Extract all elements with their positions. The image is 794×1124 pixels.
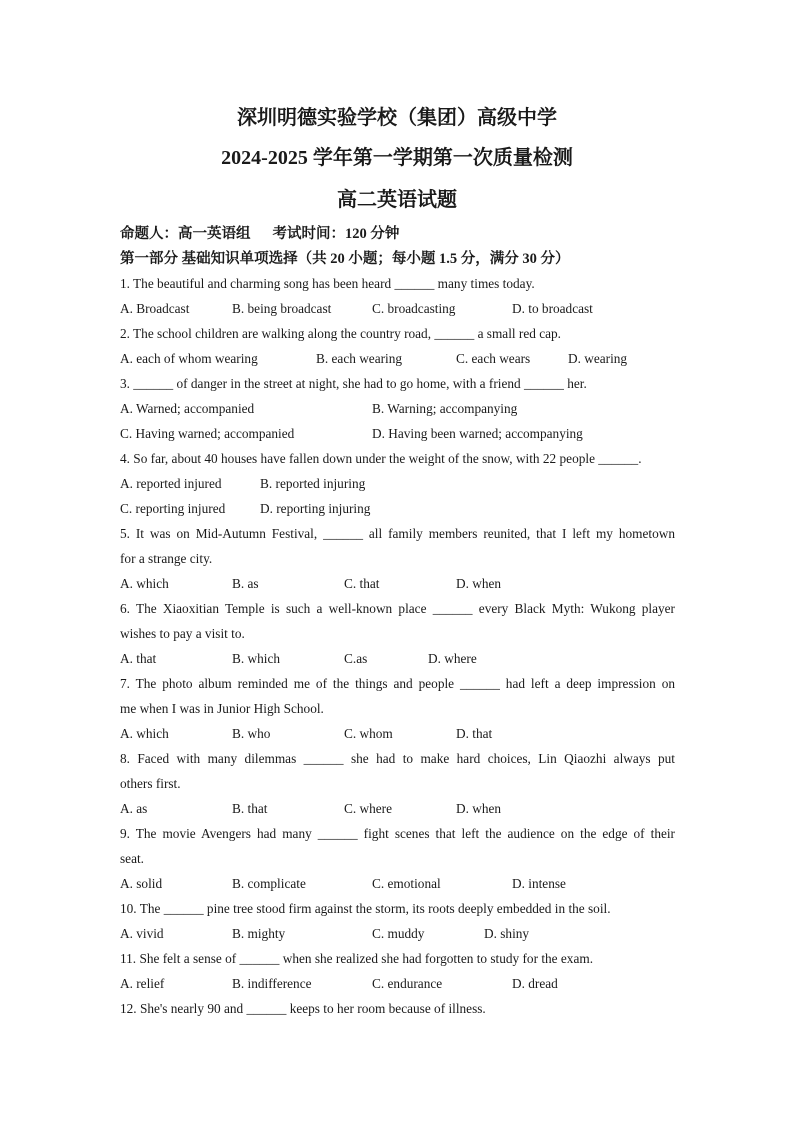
answer-option: C. Having warned; accompanied — [120, 426, 295, 441]
question-stem-continued: wishes to pay a visit to. — [120, 626, 245, 641]
answer-option: C. where — [344, 801, 392, 816]
school-title: 深圳明德实验学校（集团）高级中学 — [237, 107, 557, 129]
answer-option: B. each wearing — [316, 351, 403, 366]
answer-option: A. which — [120, 576, 169, 591]
answer-option: C.as — [344, 651, 368, 666]
question-stem-continued: seat. — [120, 851, 144, 866]
answer-option: B. Warning; accompanying — [372, 401, 518, 416]
answer-option: D. dread — [512, 976, 558, 991]
answer-option: A. each of whom wearing — [120, 351, 258, 366]
answer-option: B. being broadcast — [232, 301, 332, 316]
answer-option: C. muddy — [372, 926, 425, 941]
answer-option: B. complicate — [232, 876, 306, 891]
answer-option: A. as — [120, 801, 148, 816]
answer-option: B. indifference — [232, 976, 312, 991]
question-stem: 12. She's nearly 90 and ______ keeps to her room because of illness. — [120, 1001, 486, 1016]
answer-option: D. reporting injuring — [260, 501, 371, 516]
question-stem: 8. Faced with many dilemmas ______ she had to make hard choices, Lin Qiaozhi always put — [120, 751, 675, 766]
question-stem: 2. The school children are walking along the country road, ______ a small red cap. — [120, 326, 562, 341]
answer-option: D. Having been warned; accompanying — [372, 426, 583, 441]
answer-option: A. Broadcast — [120, 301, 190, 316]
question-stem: 7. The photo album reminded me of the things and people ______ had left a deep impression on — [120, 676, 675, 691]
subject-title: 高二英语试题 — [337, 189, 457, 211]
time-label: 考试时间：120 分钟 — [272, 226, 400, 242]
answer-option: D. to broadcast — [512, 301, 593, 316]
answer-option: A. solid — [120, 876, 163, 891]
answer-option: D. that — [456, 726, 493, 741]
answer-option: C. whom — [344, 726, 393, 741]
exam-meta — [120, 224, 399, 244]
answer-option: D. intense — [512, 876, 566, 891]
answer-option: A. Warned; accompanied — [120, 401, 255, 416]
answer-option: B. as — [232, 576, 259, 591]
author-label: 命题人：高一英语组 — [120, 226, 251, 242]
term-title: 2024-2025 学年第一学期第一次质量检测 — [221, 147, 573, 169]
question-stem: 5. It was on Mid-Autumn Festival, ______ all family members reunited, that I left my hometown — [120, 526, 675, 541]
answer-option: B. that — [232, 801, 268, 816]
answer-option: A. which — [120, 726, 169, 741]
answer-option: B. which — [232, 651, 281, 666]
question-stem-continued: others first. — [120, 776, 181, 791]
answer-option: D. shiny — [484, 926, 530, 941]
answer-option: B. who — [232, 726, 271, 741]
answer-option: C. emotional — [372, 876, 441, 891]
answer-option: D. where — [428, 651, 477, 666]
question-stem: 10. The ______ pine tree stood firm against the storm, its roots deeply embedded in the soil. — [120, 901, 611, 916]
section-heading: 第一部分 基础知识单项选择（共 20 小题；每小题 1.5 分，满分 30 分） — [120, 251, 570, 267]
question-stem-continued: for a strange city. — [120, 551, 213, 566]
answer-option: C. that — [344, 576, 380, 591]
answer-option: D. when — [456, 801, 502, 816]
answer-option: A. that — [120, 651, 157, 666]
question-stem: 3. ______ of danger in the street at night, she had to go home, with a friend ______ her. — [120, 376, 587, 391]
question-stem: 9. The movie Avengers had many ______ fight scenes that left the audience on the edge of their — [120, 826, 675, 841]
answer-option: A. reported injured — [120, 476, 222, 491]
answer-option: B. reported injuring — [260, 476, 366, 491]
answer-option: C. reporting injured — [120, 501, 226, 516]
question-stem: 6. The Xiaoxitian Temple is such a well-known place ______ every Black Myth: Wukong player — [120, 601, 675, 616]
answer-option: D. when — [456, 576, 502, 591]
answer-option: C. endurance — [372, 976, 443, 991]
question-stem-continued: me when I was in Junior High School. — [120, 701, 324, 716]
question-stem: 4. So far, about 40 houses have fallen down under the weight of the snow, with 22 people ______. — [120, 451, 642, 466]
answer-option: D. wearing — [568, 351, 628, 366]
question-stem: 11. She felt a sense of ______ when she realized she had forgotten to study for the exam. — [120, 951, 594, 966]
answer-option: A. vivid — [120, 926, 164, 941]
answer-option: B. mighty — [232, 926, 286, 941]
question-stem: 1. The beautiful and charming song has been heard ______ many times today. — [120, 276, 535, 291]
answer-option: A. relief — [120, 976, 165, 991]
answer-option: C. broadcasting — [372, 301, 456, 316]
answer-option: C. each wears — [456, 351, 531, 366]
